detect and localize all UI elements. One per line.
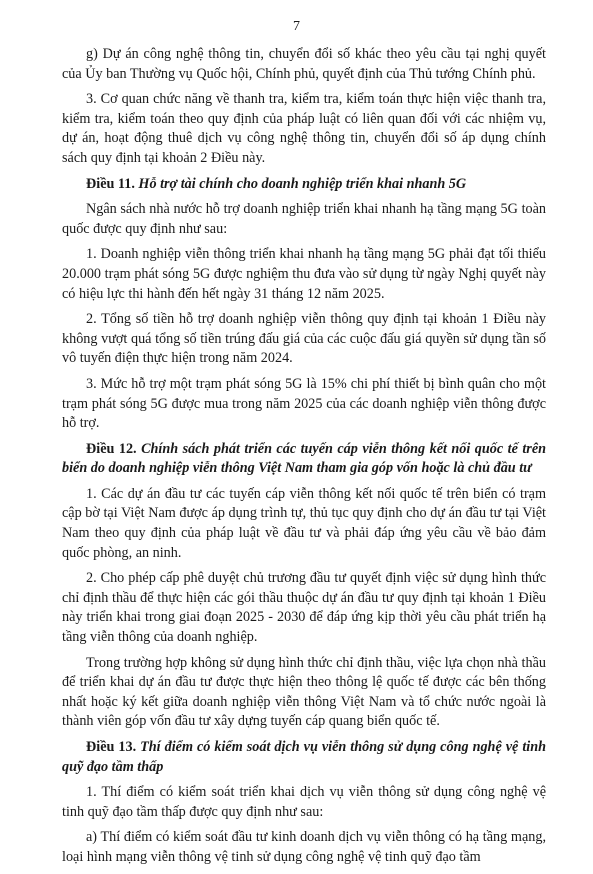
paragraph: Ngân sách nhà nước hỗ trợ doanh nghiệp triển khai nhanh hạ tầng mạng 5G toàn quốc được quy định như sau: bbox=[62, 201, 546, 237]
paragraph: 1. Thí điểm có kiểm soát triển khai dịch vụ viễn thông sử dụng công nghệ vệ tinh quỹ đạo tầm thấp được quy định như sau: bbox=[62, 784, 546, 820]
article-number: Điều 11. bbox=[86, 175, 135, 192]
paragraph: 3. Cơ quan chức năng về thanh tra, kiểm tra, kiểm toán thực hiện việc thanh tra, kiểm tra, kiểm toán theo quy định của pháp luật có liên quan đối với các nhiệm vụ, dự án, hoạt động thuê dịch vụ công nghệ thông tin, chuyển đổi số áp dụng chính sách quy định tại khoản 2 Điều này. bbox=[62, 91, 546, 166]
article-number: Điều 13. bbox=[86, 739, 137, 755]
paragraph: 2. Cho phép cấp phê duyệt chủ trương đầu tư quyết định việc sử dụng hình thức chỉ định thầu để thực hiện các gói thầu thuộc dự án đầu tư quy định tại khoản 1 Điều này triển khai trong giai đoạn 2025 - 2030 để đáp ứng kịp thời yêu cầu phát triển hạ tầng viễn thông của doanh nghiệp. bbox=[62, 570, 546, 646]
article-heading bbox=[62, 440, 546, 479]
paragraph: Trong trường hợp không sử dụng hình thức chỉ định thầu, việc lựa chọn nhà thầu để triển khai dự án đầu tư được thực hiện theo thông lệ quốc tế được các bên thống nhất hoặc ký kết giữa doanh nghiệp viễn thông Việt Nam và tổ chức nước ngoài là thành viên góp vốn đầu tư xây dựng tuyến cáp quang biển quốc tế. bbox=[62, 654, 546, 730]
paragraph: 1. Các dự án đầu tư các tuyến cáp viễn thông kết nối quốc tế trên biển có trạm cập bờ tại Việt Nam được áp dụng trình tự, thủ tục quy định cho dự án đầu tư tại Việt Nam theo quy định của pháp luật về đầu tư và phải đáp ứng yêu cầu về bảo đảm quốc phòng, an ninh. bbox=[62, 485, 546, 561]
article-heading bbox=[62, 175, 546, 195]
paragraph: 3. Mức hỗ trợ một trạm phát sóng 5G là 15% chi phí thiết bị bình quân cho một trạm phát sóng 5G được mua trong năm 2025 của các doanh nghiệp viễn thông được hỗ trợ. bbox=[62, 375, 546, 432]
article-heading bbox=[62, 738, 546, 777]
article-title: Chính sách phát triển các tuyến cáp viễn thông kết nối quốc tế trên biển do doanh nghiệp viễn thông Việt Nam tham gia góp vốn hoặc là chủ đầu tư bbox=[62, 440, 547, 477]
article-title: Hỗ trợ tài chính cho doanh nghiệp triển khai nhanh 5G bbox=[134, 175, 467, 192]
page-number: 7 bbox=[293, 19, 300, 34]
paragraph: g) Dự án công nghệ thông tin, chuyển đổi số khác theo yêu cầu tại nghị quyết của Ủy ban Thường vụ Quốc hội, Chính phủ, quyết định của Thủ tướng Chính phủ. bbox=[62, 46, 546, 82]
article-title: Thí điểm có kiểm soát dịch vụ viễn thông sử dụng công nghệ vệ tinh quỹ đạo tầm thấp bbox=[62, 739, 547, 775]
article-number: Điều 12. bbox=[86, 440, 137, 457]
paragraph: 1. Doanh nghiệp viễn thông triển khai nhanh hạ tầng mạng 5G phải đạt tối thiểu 20.000 trạm phát sóng 5G được nghiệm thu đưa vào sử dụng từ ngày Nghị quyết này có hiệu lực thi hành đến hết ngày 31 tháng 12 năm 2025. bbox=[62, 246, 546, 302]
paragraph: a) Thí điểm có kiểm soát đầu tư kinh doanh dịch vụ viễn thông có hạ tầng mạng, loại hình mạng viễn thông vệ tinh sử dụng công nghệ vệ tinh quỹ đạo tầm bbox=[62, 829, 546, 865]
document-body bbox=[62, 45, 546, 874]
paragraph: 2. Tổng số tiền hỗ trợ doanh nghiệp viễn thông quy định tại khoản 1 Điều này không vượt quá tổng số tiền trúng đấu giá của các cuộc đấu giá quyền sử dụng tần số vô tuyến điện thực hiện trong năm 2024. bbox=[62, 311, 546, 367]
